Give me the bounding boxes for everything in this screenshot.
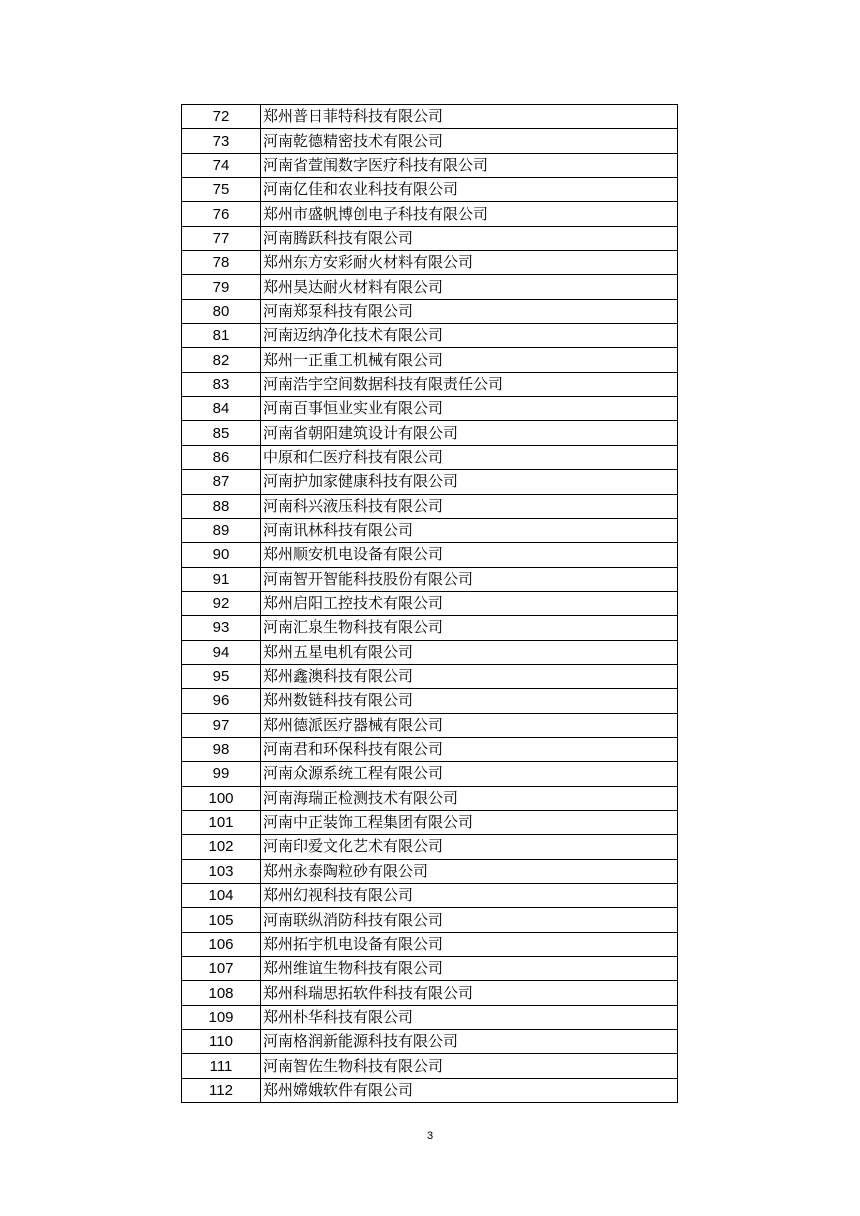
row-number: 79: [182, 275, 261, 299]
company-name: 河南乾德精密技术有限公司: [261, 129, 678, 153]
row-number: 81: [182, 324, 261, 348]
table-row: [182, 1030, 678, 1054]
table-row: [182, 372, 678, 396]
row-number: 111: [182, 1054, 261, 1078]
company-name: 河南讯林科技有限公司: [261, 518, 678, 542]
company-list-table: [181, 104, 678, 1103]
row-number: 108: [182, 981, 261, 1005]
table-row: [182, 348, 678, 372]
table-row: [182, 737, 678, 761]
row-number: 106: [182, 932, 261, 956]
company-name: 河南迈纳净化技术有限公司: [261, 324, 678, 348]
table-row: [182, 105, 678, 129]
company-name: 郑州科瑞思拓软件科技有限公司: [261, 981, 678, 1005]
table-row: [182, 932, 678, 956]
row-number: 80: [182, 299, 261, 323]
row-number: 104: [182, 884, 261, 908]
company-name: 郑州嫦娥软件有限公司: [261, 1078, 678, 1102]
company-name: 郑州市盛帆博创电子科技有限公司: [261, 202, 678, 226]
table-row: [182, 1005, 678, 1029]
row-number: 88: [182, 494, 261, 518]
table-row: [182, 178, 678, 202]
row-number: 102: [182, 835, 261, 859]
company-name: 郑州顺安机电设备有限公司: [261, 543, 678, 567]
table-row: [182, 567, 678, 591]
table-row: [182, 445, 678, 469]
page-number: 3: [426, 1130, 434, 1142]
table-row: [182, 543, 678, 567]
table-row: [182, 713, 678, 737]
table-row: [182, 421, 678, 445]
row-number: 97: [182, 713, 261, 737]
table-row: [182, 664, 678, 688]
company-name: 河南中正装饰工程集团有限公司: [261, 810, 678, 834]
company-name: 郑州普日菲特科技有限公司: [261, 105, 678, 129]
row-number: 92: [182, 591, 261, 615]
company-list-body: [182, 105, 678, 1103]
table-row: [182, 835, 678, 859]
row-number: 73: [182, 129, 261, 153]
company-name: 河南科兴液压科技有限公司: [261, 494, 678, 518]
company-name: 河南智佐生物科技有限公司: [261, 1054, 678, 1078]
table-row: [182, 689, 678, 713]
table-row: [182, 251, 678, 275]
table-row: [182, 153, 678, 177]
company-name: 河南君和环保科技有限公司: [261, 737, 678, 761]
row-number: 99: [182, 762, 261, 786]
company-name: 河南汇泉生物科技有限公司: [261, 616, 678, 640]
company-name: 河南郑泵科技有限公司: [261, 299, 678, 323]
row-number: 77: [182, 226, 261, 250]
row-number: 86: [182, 445, 261, 469]
company-name: 中原和仁医疗科技有限公司: [261, 445, 678, 469]
company-name: 郑州朴华科技有限公司: [261, 1005, 678, 1029]
table-row: [182, 884, 678, 908]
company-name: 郑州五星电机有限公司: [261, 640, 678, 664]
table-row: [182, 397, 678, 421]
row-number: 82: [182, 348, 261, 372]
row-number: 98: [182, 737, 261, 761]
table-row: [182, 324, 678, 348]
row-number: 90: [182, 543, 261, 567]
company-name: 郑州鑫澳科技有限公司: [261, 664, 678, 688]
table-row: [182, 202, 678, 226]
row-number: 110: [182, 1030, 261, 1054]
row-number: 93: [182, 616, 261, 640]
row-number: 112: [182, 1078, 261, 1102]
row-number: 89: [182, 518, 261, 542]
row-number: 94: [182, 640, 261, 664]
table-row: [182, 129, 678, 153]
table-row: [182, 957, 678, 981]
company-name: 河南亿佳和农业科技有限公司: [261, 178, 678, 202]
row-number: 75: [182, 178, 261, 202]
table-row: [182, 494, 678, 518]
company-name: 郑州昊达耐火材料有限公司: [261, 275, 678, 299]
company-name: 郑州启阳工控技术有限公司: [261, 591, 678, 615]
row-number: 95: [182, 664, 261, 688]
company-name: 河南智开智能科技股份有限公司: [261, 567, 678, 591]
company-name: 河南浩宇空间数据科技有限责任公司: [261, 372, 678, 396]
row-number: 101: [182, 810, 261, 834]
row-number: 76: [182, 202, 261, 226]
row-number: 103: [182, 859, 261, 883]
table-row: [182, 859, 678, 883]
company-name: 郑州数链科技有限公司: [261, 689, 678, 713]
company-name: 河南格润新能源科技有限公司: [261, 1030, 678, 1054]
company-name: 河南百事恒业实业有限公司: [261, 397, 678, 421]
table-row: [182, 226, 678, 250]
company-name: 河南省萱闱数字医疗科技有限公司: [261, 153, 678, 177]
table-row: [182, 908, 678, 932]
row-number: 105: [182, 908, 261, 932]
company-name: 郑州永泰陶粒砂有限公司: [261, 859, 678, 883]
table-row: [182, 640, 678, 664]
row-number: 83: [182, 372, 261, 396]
company-name: 河南海瑞正检测技术有限公司: [261, 786, 678, 810]
row-number: 74: [182, 153, 261, 177]
row-number: 100: [182, 786, 261, 810]
table-row: [182, 299, 678, 323]
table-row: [182, 810, 678, 834]
table-row: [182, 518, 678, 542]
row-number: 96: [182, 689, 261, 713]
company-name: 郑州维谊生物科技有限公司: [261, 957, 678, 981]
company-name: 郑州德派医疗器械有限公司: [261, 713, 678, 737]
row-number: 85: [182, 421, 261, 445]
row-number: 109: [182, 1005, 261, 1029]
table-row: [182, 786, 678, 810]
company-name: 河南印爱文化艺术有限公司: [261, 835, 678, 859]
company-name: 郑州一正重工机械有限公司: [261, 348, 678, 372]
table-row: [182, 981, 678, 1005]
table-row: [182, 762, 678, 786]
table-row: [182, 591, 678, 615]
table-row: [182, 1078, 678, 1102]
row-number: 107: [182, 957, 261, 981]
company-name: 河南腾跃科技有限公司: [261, 226, 678, 250]
company-name: 河南护加家健康科技有限公司: [261, 470, 678, 494]
row-number: 91: [182, 567, 261, 591]
company-name: 河南省朝阳建筑设计有限公司: [261, 421, 678, 445]
row-number: 87: [182, 470, 261, 494]
company-name: 河南联纵消防科技有限公司: [261, 908, 678, 932]
table-row: [182, 1054, 678, 1078]
company-name: 河南众源系统工程有限公司: [261, 762, 678, 786]
row-number: 84: [182, 397, 261, 421]
table-row: [182, 616, 678, 640]
company-name: 郑州幻视科技有限公司: [261, 884, 678, 908]
row-number: 78: [182, 251, 261, 275]
company-name: 郑州东方安彩耐火材料有限公司: [261, 251, 678, 275]
table-row: [182, 470, 678, 494]
row-number: 72: [182, 105, 261, 129]
company-name: 郑州拓宇机电设备有限公司: [261, 932, 678, 956]
table-row: [182, 275, 678, 299]
